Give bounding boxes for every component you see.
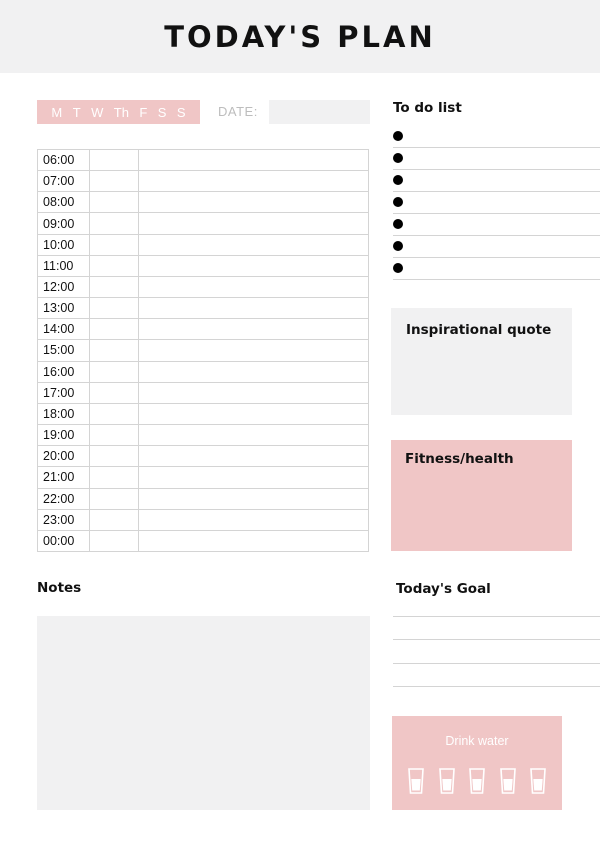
schedule-cell-task[interactable]	[139, 403, 369, 424]
schedule-row	[38, 403, 369, 424]
schedule-row	[38, 361, 369, 382]
schedule-cell-task[interactable]	[139, 234, 369, 255]
todo-item[interactable]	[393, 192, 600, 214]
schedule-time: 19:00	[38, 425, 90, 446]
schedule-cell-short[interactable]	[90, 446, 139, 467]
schedule-cell-task[interactable]	[139, 446, 369, 467]
schedule-cell-short[interactable]	[90, 192, 139, 213]
schedule-cell-task[interactable]	[139, 276, 369, 297]
notes-area[interactable]	[37, 616, 370, 810]
day-selector	[37, 100, 200, 124]
schedule-row	[38, 171, 369, 192]
schedule-cell-task[interactable]	[139, 425, 369, 446]
schedule-time: 21:00	[38, 467, 90, 488]
schedule-cell-task[interactable]	[139, 255, 369, 276]
day-tuesday[interactable]: T	[72, 104, 81, 120]
quote-box[interactable]	[391, 308, 572, 415]
date-label: DATE:	[218, 104, 258, 119]
bullet-icon	[393, 241, 403, 251]
schedule-row	[38, 213, 369, 234]
water-glass-icon[interactable]	[438, 768, 456, 794]
schedule-cell-short[interactable]	[90, 382, 139, 403]
todo-item[interactable]	[393, 148, 600, 170]
schedule-cell-task[interactable]	[139, 488, 369, 509]
day-monday[interactable]: M	[51, 104, 63, 120]
water-glass-icon[interactable]	[499, 768, 517, 794]
schedule-row	[38, 509, 369, 530]
fitness-title: Fitness/health	[405, 451, 514, 467]
schedule-row	[38, 340, 369, 361]
schedule-cell-short[interactable]	[90, 361, 139, 382]
schedule-row	[38, 530, 369, 551]
day-wednesday[interactable]: W	[91, 104, 104, 120]
schedule-row	[38, 319, 369, 340]
schedule-cell-short[interactable]	[90, 425, 139, 446]
bullet-icon	[393, 219, 403, 229]
goal-line[interactable]	[393, 593, 600, 617]
todo-title: To do list	[393, 100, 462, 116]
schedule-time: 06:00	[38, 150, 90, 171]
fitness-box[interactable]	[391, 440, 572, 551]
schedule-cell-short[interactable]	[90, 276, 139, 297]
todo-list	[393, 126, 600, 280]
schedule-cell-task[interactable]	[139, 150, 369, 171]
water-glass-icon[interactable]	[407, 768, 425, 794]
schedule-cell-short[interactable]	[90, 340, 139, 361]
todo-item[interactable]	[393, 170, 600, 192]
schedule-time: 09:00	[38, 213, 90, 234]
schedule-cell-task[interactable]	[139, 530, 369, 551]
schedule-row	[38, 298, 369, 319]
water-glass-icon[interactable]	[468, 768, 486, 794]
schedule-row	[38, 446, 369, 467]
schedule-time: 15:00	[38, 340, 90, 361]
date-field[interactable]	[269, 100, 370, 124]
water-glass-icon[interactable]	[529, 768, 547, 794]
schedule-cell-short[interactable]	[90, 467, 139, 488]
schedule-row	[38, 467, 369, 488]
day-saturday[interactable]: S	[157, 104, 167, 120]
schedule-row	[38, 488, 369, 509]
schedule-time: 23:00	[38, 509, 90, 530]
todo-item[interactable]	[393, 126, 600, 148]
schedule-cell-task[interactable]	[139, 171, 369, 192]
todo-item[interactable]	[393, 236, 600, 258]
bullet-icon	[393, 197, 403, 207]
notes-title: Notes	[37, 580, 82, 596]
schedule-row	[38, 234, 369, 255]
quote-title: Inspirational quote	[406, 322, 552, 338]
goal-line[interactable]	[393, 664, 600, 688]
schedule-cell-task[interactable]	[139, 382, 369, 403]
schedule-cell-task[interactable]	[139, 298, 369, 319]
schedule-time: 00:00	[38, 530, 90, 551]
schedule-time: 18:00	[38, 403, 90, 424]
schedule-row	[38, 382, 369, 403]
schedule-time: 22:00	[38, 488, 90, 509]
bullet-icon	[393, 131, 403, 141]
water-label: Drink water	[445, 734, 509, 748]
day-thursday[interactable]: Th	[113, 104, 129, 120]
goal-title: Today's Goal	[396, 581, 491, 597]
schedule-cell-task[interactable]	[139, 361, 369, 382]
water-tracker	[392, 716, 562, 810]
schedule-cell-short[interactable]	[90, 234, 139, 255]
schedule-cell-short[interactable]	[90, 509, 139, 530]
schedule-cell-short[interactable]	[90, 319, 139, 340]
day-friday[interactable]: F	[139, 104, 148, 120]
schedule-row	[38, 425, 369, 446]
schedule-cell-task[interactable]	[139, 319, 369, 340]
header-banner	[0, 0, 600, 73]
schedule-cell-task[interactable]	[139, 467, 369, 488]
todo-item[interactable]	[393, 214, 600, 236]
schedule-time: 08:00	[38, 192, 90, 213]
bullet-icon	[393, 263, 403, 273]
page-title: TODAY'S PLAN	[164, 19, 436, 54]
schedule-cell-task[interactable]	[139, 213, 369, 234]
schedule-cell-short[interactable]	[90, 488, 139, 509]
bullet-icon	[393, 175, 403, 185]
schedule-cell-task[interactable]	[139, 509, 369, 530]
schedule-row	[38, 192, 369, 213]
schedule-cell-short[interactable]	[90, 171, 139, 192]
goal-line[interactable]	[393, 617, 600, 641]
water-glasses	[407, 768, 547, 796]
schedule-time: 17:00	[38, 382, 90, 403]
schedule-row	[38, 276, 369, 297]
schedule-cell-short[interactable]	[90, 403, 139, 424]
schedule-time: 13:00	[38, 298, 90, 319]
schedule-cell-short[interactable]	[90, 298, 139, 319]
schedule-cell-task[interactable]	[139, 192, 369, 213]
schedule-cell-short[interactable]	[90, 530, 139, 551]
goal-lines	[393, 593, 600, 687]
schedule-cell-short[interactable]	[90, 150, 139, 171]
schedule-time: 20:00	[38, 446, 90, 467]
day-sunday[interactable]: S	[176, 104, 186, 120]
schedule-time: 11:00	[38, 255, 90, 276]
hourly-schedule	[37, 149, 369, 552]
todo-item[interactable]	[393, 258, 600, 280]
schedule-time: 14:00	[38, 319, 90, 340]
bullet-icon	[393, 153, 403, 163]
schedule-time: 16:00	[38, 361, 90, 382]
schedule-time: 10:00	[38, 234, 90, 255]
schedule-time: 07:00	[38, 171, 90, 192]
schedule-row	[38, 150, 369, 171]
schedule-cell-task[interactable]	[139, 340, 369, 361]
schedule-cell-short[interactable]	[90, 255, 139, 276]
schedule-cell-short[interactable]	[90, 213, 139, 234]
goal-line[interactable]	[393, 640, 600, 664]
schedule-row	[38, 255, 369, 276]
schedule-time: 12:00	[38, 276, 90, 297]
